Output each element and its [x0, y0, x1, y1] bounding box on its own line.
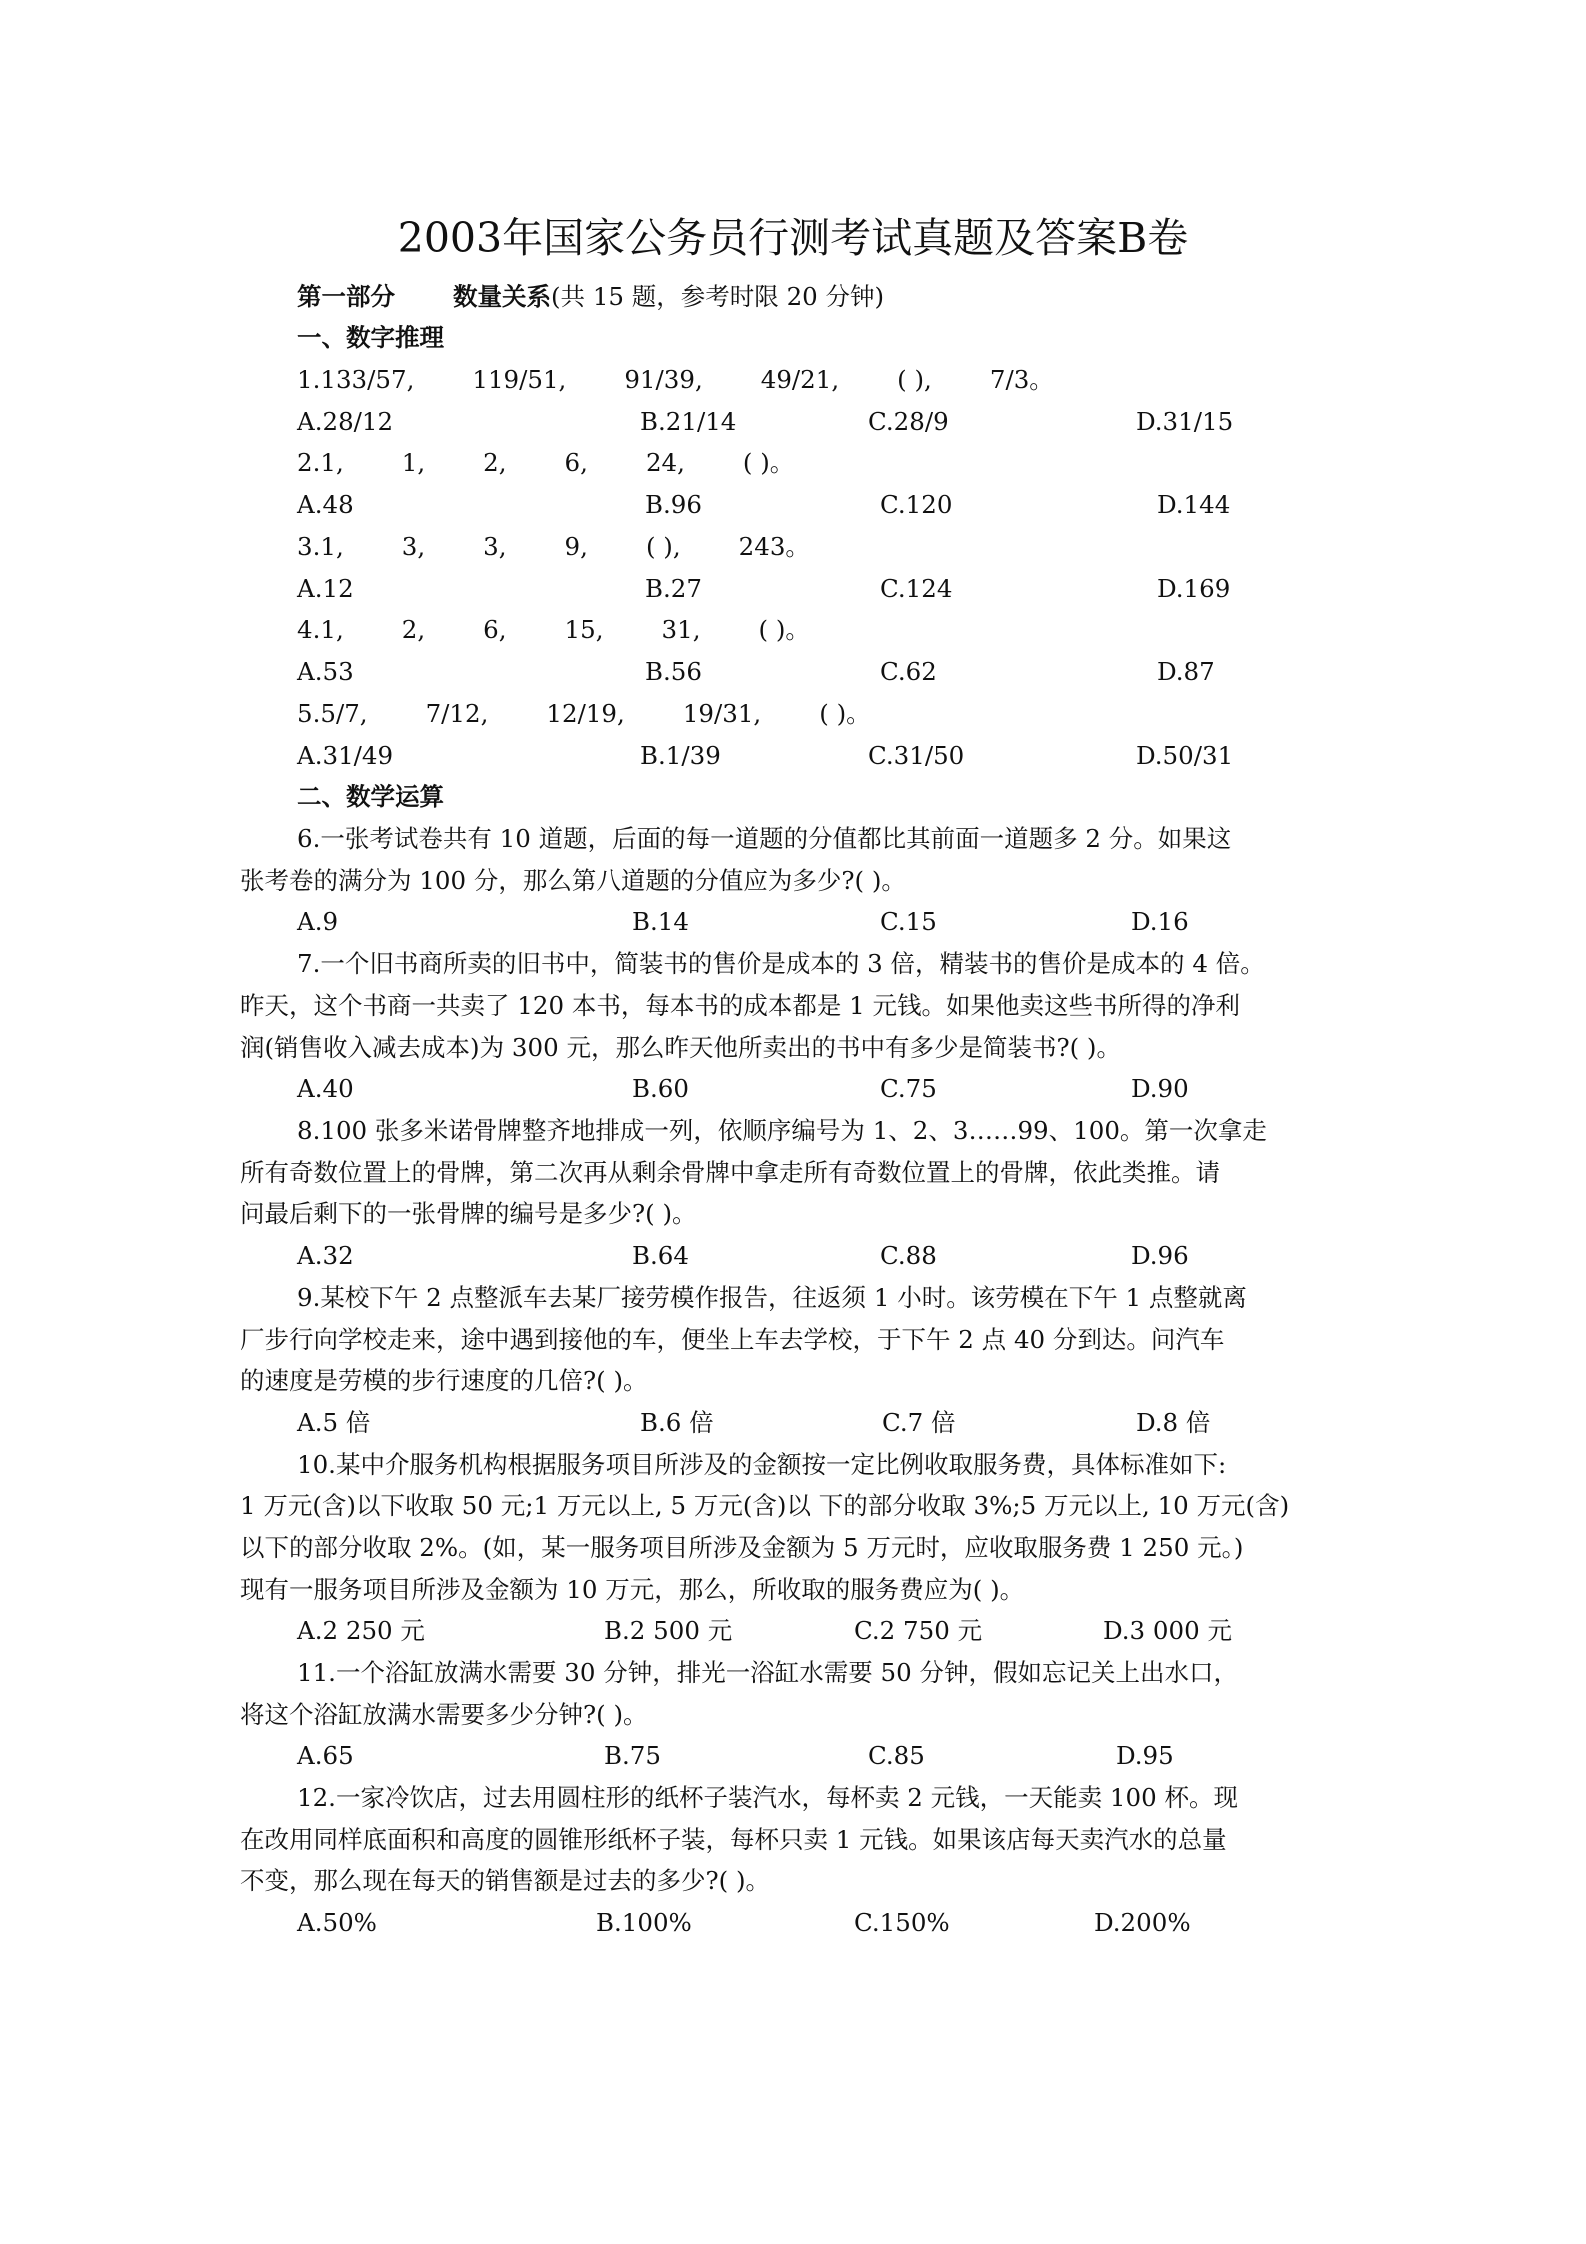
q8-option-a: A.32 [297, 1241, 354, 1270]
q3-item: 3, [483, 532, 507, 561]
q4-item: 2, [401, 615, 426, 644]
q9-text-line: 9.某校下午 2 点整派车去某厂接劳模作报告，往返须 1 小时。该劳模在下午 1 点整就离 [297, 1283, 1247, 1312]
question-1 [297, 365, 1054, 395]
q12-text-line: 12.一家冷饮店，过去用圆柱形的纸杯子装汽水，每杯卖 2 元钱，一天能卖 100 杯。现 [297, 1783, 1238, 1812]
q9-option-d: D.8 倍 [1136, 1408, 1211, 1437]
q2-option-d: D.144 [1157, 490, 1231, 519]
q10-text-line: 以下的部分收取 2%。(如，某一服务项目所涉及金额为 5 万元时，应收取服务费 1 250 元。) [240, 1533, 1244, 1562]
q3-option-a: A.12 [297, 574, 354, 603]
document-title: 2003年国家公务员行测考试真题及答案B卷 [397, 214, 1189, 262]
q4-item: 31, [661, 615, 701, 644]
q12-option-b: B.100% [596, 1908, 692, 1937]
q4-item: ( )。 [758, 615, 810, 644]
q1-option-b: B.21/14 [640, 407, 737, 436]
q3-option-d: D.169 [1157, 574, 1231, 603]
part-name: 数量关系 [453, 282, 551, 311]
q4-option-b: B.56 [645, 657, 702, 686]
q9-option-b: B.6 倍 [640, 1408, 714, 1437]
q9-text-line: 厂步行向学校走来，途中遇到接他的车，便坐上车去学校，于下午 2 点 40 分到达。问汽车 [240, 1325, 1225, 1354]
q8-text-line: 所有奇数位置上的骨牌，第二次再从剩余骨牌中拿走所有奇数位置上的骨牌，依此类推。请 [240, 1158, 1220, 1187]
q10-text-line: 10.某中介服务机构根据服务项目所涉及的金额按一定比例收取服务费，具体标准如下: [297, 1450, 1227, 1479]
q10-option-d: D.3 000 元 [1103, 1616, 1232, 1645]
q7-option-b: B.60 [632, 1074, 689, 1103]
q4-item: 6, [483, 615, 507, 644]
q6-option-c: C.15 [880, 907, 937, 936]
q3-item: 9, [564, 532, 588, 561]
q6-text-line: 6.一张考试卷共有 10 道题，后面的每一道题的分值都比其前面一道题多 2 分。如果这 [297, 824, 1232, 853]
q9-option-c: C.7 倍 [882, 1408, 956, 1437]
q2-item: 1, [401, 448, 426, 477]
q1-item: 49/21, [760, 365, 840, 394]
q12-option-c: C.150% [854, 1908, 950, 1937]
q12-option-d: D.200% [1094, 1908, 1191, 1937]
q4-item: 4.1, [297, 615, 344, 644]
q5-option-b: B.1/39 [640, 741, 721, 770]
q7-option-d: D.90 [1131, 1074, 1189, 1103]
q11-text-line: 将这个浴缸放满水需要多少分钟?( )。 [240, 1700, 648, 1729]
q11-option-c: C.85 [868, 1741, 925, 1770]
part-header [297, 282, 884, 312]
q10-text-line: 1 万元(含)以下收取 50 元;1 万元以上, 5 万元(含)以 下的部分收取 3%;5 万元以上, 10 万元(含) [240, 1491, 1290, 1520]
question-5 [297, 699, 871, 729]
question-4 [297, 615, 810, 645]
q3-item: ( ), [645, 532, 681, 561]
q5-option-c: C.31/50 [868, 741, 965, 770]
q1-option-d: D.31/15 [1136, 407, 1234, 436]
q7-text-line: 7.一个旧书商所卖的旧书中，简装书的售价是成本的 3 倍，精装书的售价是成本的 4 倍。 [297, 949, 1265, 978]
q5-option-d: D.50/31 [1136, 741, 1234, 770]
q10-option-a: A.2 250 元 [297, 1616, 425, 1645]
q5-item: 12/19, [546, 699, 625, 728]
section-heading-number-reasoning: 一、数字推理 [297, 323, 444, 352]
q3-item: 3, [401, 532, 426, 561]
q2-item: 24, [645, 448, 685, 477]
q3-item: 243。 [738, 532, 810, 561]
q4-option-a: A.53 [297, 657, 354, 686]
q4-option-d: D.87 [1157, 657, 1215, 686]
q1-item: ( ), [897, 365, 932, 394]
q3-option-b: B.27 [645, 574, 702, 603]
q8-text-line: 问最后剩下的一张骨牌的编号是多少?( )。 [240, 1199, 697, 1228]
q2-item: 2.1, [297, 448, 344, 477]
q5-option-a: A.31/49 [297, 741, 394, 770]
q2-option-c: C.120 [880, 490, 953, 519]
q1-item: 1.133/57, [297, 365, 415, 394]
q7-option-a: A.40 [297, 1074, 354, 1103]
q12-text-line: 在改用同样底面积和高度的圆锥形纸杯子装，每杯只卖 1 元钱。如果该店每天卖汽水的总量 [240, 1825, 1227, 1854]
q2-option-a: A.48 [297, 490, 354, 519]
q7-text-line: 润(销售收入减去成本)为 300 元，那么昨天他所卖出的书中有多少是简装书?( )。 [240, 1033, 1121, 1062]
q9-text-line: 的速度是劳模的步行速度的几倍?( )。 [240, 1366, 648, 1395]
q8-option-c: C.88 [880, 1241, 937, 1270]
q4-option-c: C.62 [880, 657, 937, 686]
q6-text-line: 张考卷的满分为 100 分，那么第八道题的分值应为多少?( )。 [240, 866, 906, 895]
q3-item: 3.1, [297, 532, 344, 561]
q1-item: 119/51, [472, 365, 567, 394]
q5-item: 7/12, [425, 699, 489, 728]
q6-option-d: D.16 [1131, 907, 1189, 936]
q8-text-line: 8.100 张多米诺骨牌整齐地排成一列，依顺序编号为 1、2、3……99、100。第一次拿走 [297, 1116, 1267, 1145]
q1-option-c: C.28/9 [868, 407, 949, 436]
q7-text-line: 昨天，这个书商一共卖了 120 本书，每本书的成本都是 1 元钱。如果他卖这些书所得的净利 [240, 991, 1240, 1020]
q7-option-c: C.75 [880, 1074, 937, 1103]
q10-option-c: C.2 750 元 [854, 1616, 983, 1645]
section-heading-math-operations: 二、数学运算 [297, 782, 444, 811]
q5-item: 19/31, [682, 699, 762, 728]
q1-item: 91/39, [624, 365, 703, 394]
q11-option-b: B.75 [604, 1741, 661, 1770]
q1-item: 7/3。 [989, 365, 1054, 394]
q3-option-c: C.124 [880, 574, 953, 603]
q5-item: ( )。 [819, 699, 871, 728]
q11-option-d: D.95 [1116, 1741, 1174, 1770]
q2-item: 6, [564, 448, 588, 477]
q10-text-line: 现有一服务项目所涉及金额为 10 万元，那么，所收取的服务费应为( )。 [240, 1575, 1025, 1604]
q8-option-b: B.64 [632, 1241, 689, 1270]
q10-option-b: B.2 500 元 [604, 1616, 733, 1645]
question-3 [297, 532, 810, 562]
q12-text-line: 不变，那么现在每天的销售额是过去的多少?( )。 [240, 1866, 771, 1895]
q8-option-d: D.96 [1131, 1241, 1189, 1270]
q2-item: ( )。 [742, 448, 795, 477]
q11-text-line: 11.一个浴缸放满水需要 30 分钟，排光一浴缸水需要 50 分钟，假如忘记关上出水口， [297, 1658, 1238, 1687]
q5-item: 5.5/7, [297, 699, 368, 728]
q2-option-b: B.96 [645, 490, 702, 519]
question-2 [297, 448, 794, 478]
q2-item: 2, [483, 448, 507, 477]
part-info: (共 15 题，参考时限 20 分钟) [551, 282, 885, 311]
q9-option-a: A.5 倍 [297, 1408, 371, 1437]
q4-item: 15, [564, 615, 604, 644]
q11-option-a: A.65 [297, 1741, 354, 1770]
part-label: 第一部分 [297, 282, 395, 311]
q6-option-b: B.14 [632, 907, 689, 936]
q1-option-a: A.28/12 [297, 407, 394, 436]
q12-option-a: A.50% [297, 1908, 377, 1937]
q6-option-a: A.9 [297, 907, 339, 936]
